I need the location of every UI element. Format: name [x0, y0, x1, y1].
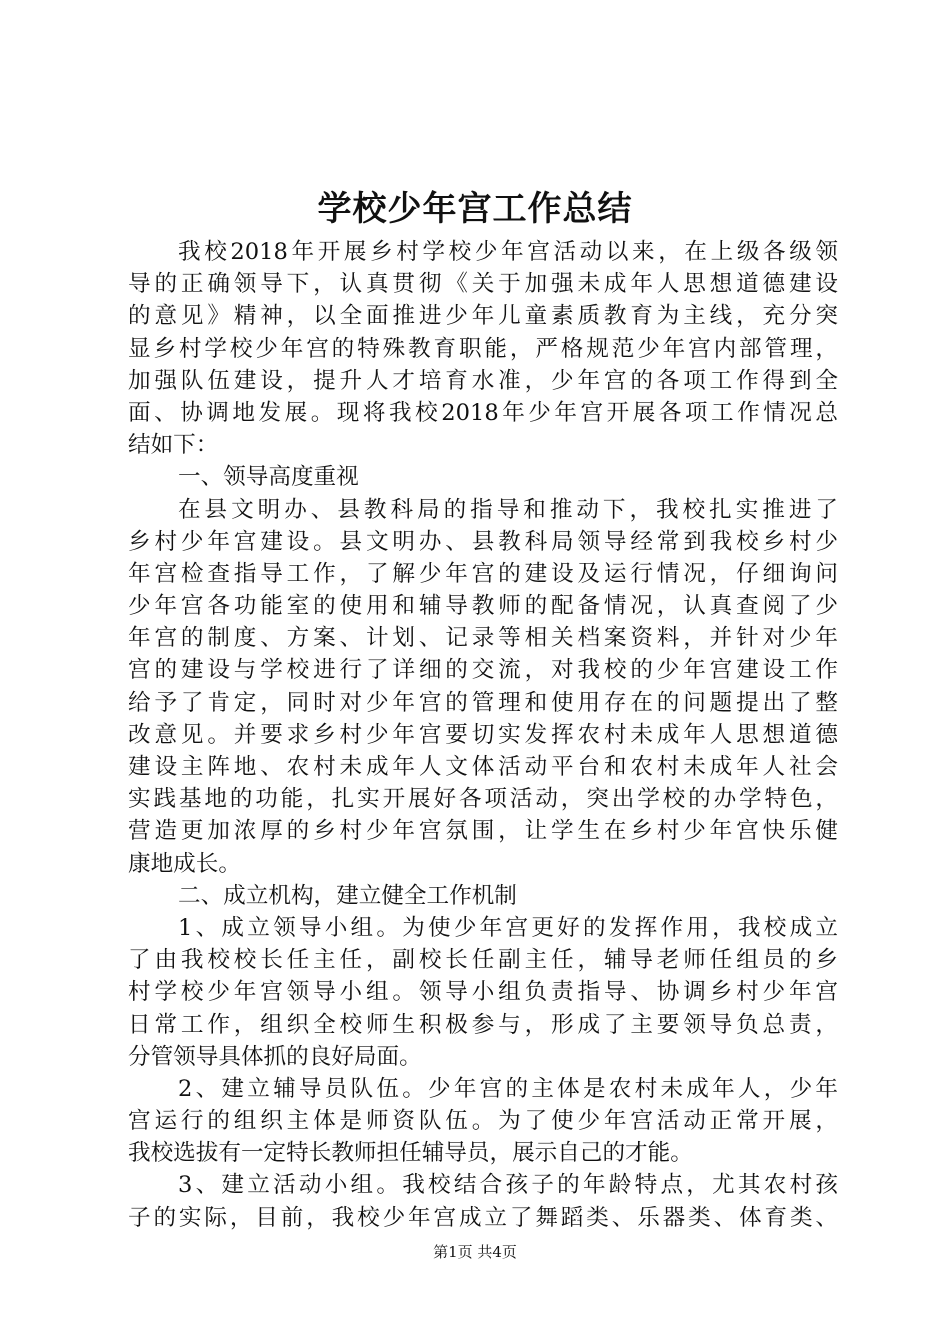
body-line: 子的实际，目前，我校少年宫成立了舞蹈类、乐器类、体育类、: [128, 1204, 838, 1231]
body-line: 加强队伍建设，提升人才培育水准，少年宫的各项工作得到全: [128, 367, 838, 394]
document-body: [128, 236, 838, 1234]
body-line: 在县文明办、县教科局的指导和推动下，我校扎实推进了: [178, 496, 838, 523]
body-line: 面、协调地发展。现将我校2018年少年宫开展各项工作情况总: [128, 399, 838, 426]
body-line: 3、建立活动小组。我校结合孩子的年龄特点，尤其农村孩: [178, 1172, 838, 1199]
body-line: 宫的建设与学校进行了详细的交流，对我校的少年宫建设工作: [128, 657, 838, 684]
section-heading: 二、成立机构，建立健全工作机制: [178, 882, 517, 909]
section-heading: 一、领导高度重视: [178, 464, 359, 491]
body-line: 2、建立辅导员队伍。少年宫的主体是农村未成年人，少年: [178, 1075, 838, 1102]
body-line: 乡村少年宫建设。县文明办、县教科局领导经常到我校乡村少: [128, 528, 838, 555]
body-line: 的意见》精神，以全面推进少年儿童素质教育为主线，充分突: [128, 303, 838, 330]
body-line: 分管领导具体抓的良好局面。: [128, 1043, 422, 1070]
body-line: 少年宫各功能室的使用和辅导教师的配备情况，认真查阅了少: [128, 593, 838, 620]
body-line: 实践基地的功能，扎实开展好各项活动，突出学校的办学特色，: [128, 786, 838, 813]
document-title: 学校少年宫工作总结: [317, 189, 633, 229]
body-line: 村学校少年宫领导小组。领导小组负责指导、协调乡村少年宫: [128, 979, 838, 1006]
body-line: 日常工作，组织全校师生积极参与，形成了主要领导负总责，: [128, 1011, 838, 1038]
body-line: 1、成立领导小组。为使少年宫更好的发挥作用，我校成立: [178, 914, 838, 941]
body-line: 显乡村学校少年宫的特殊教育职能，严格规范少年宫内部管理，: [128, 335, 838, 362]
body-line: 我校2018年开展乡村学校少年宫活动以来，在上级各级领: [178, 239, 838, 265]
body-line: 导的正确领导下，认真贯彻《关于加强未成年人思想道德建设: [128, 271, 838, 298]
body-line: 宫运行的组织主体是师资队伍。为了使少年宫活动正常开展，: [128, 1108, 838, 1135]
body-line: 结如下：: [128, 432, 219, 459]
body-line: 年宫检查指导工作，了解少年宫的建设及运行情况，仔细询问: [128, 560, 838, 587]
body-line: 给予了肯定，同时对少年宫的管理和使用存在的问题提出了整: [128, 689, 838, 716]
body-line: 康地成长。: [128, 850, 241, 877]
body-line: 年宫的制度、方案、计划、记录等相关档案资料，并针对少年: [128, 625, 838, 652]
page-footer: 第1页 共4页: [433, 1243, 517, 1261]
body-line: 营造更加浓厚的乡村少年宫氛围，让学生在乡村少年宫快乐健: [128, 818, 838, 845]
body-line: 改意见。并要求乡村少年宫要切实发挥农村未成年人思想道德: [128, 721, 838, 748]
body-line: 我校选拔有一定特长教师担任辅导员，展示自己的才能。: [128, 1140, 693, 1167]
body-line: 了由我校校长任主任，副校长任副主任，辅导老师任组员的乡: [128, 947, 838, 974]
body-line: 建设主阵地、农村未成年人文体活动平台和农村未成年人社会: [128, 754, 838, 780]
